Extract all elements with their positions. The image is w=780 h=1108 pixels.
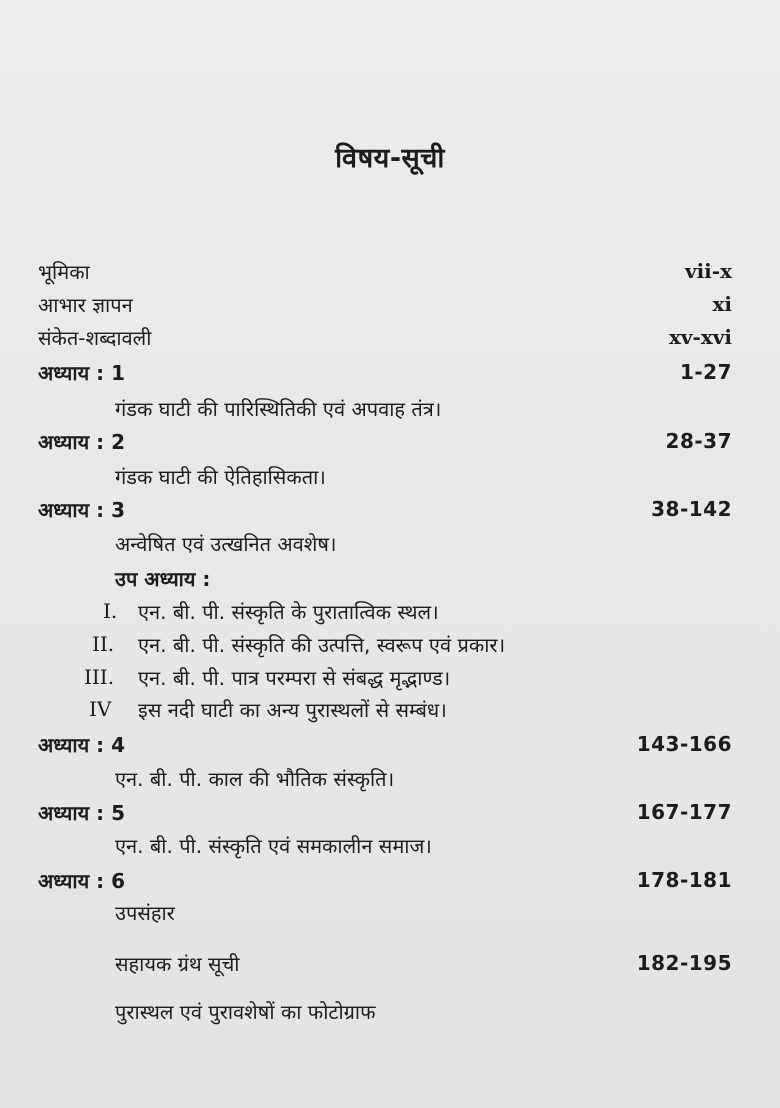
chapter-description: एन. बी. पी. काल की भौतिक संस्कृति। bbox=[115, 766, 395, 791]
chapter-label: अध्याय : 1 bbox=[38, 360, 126, 385]
entry-pages: vii-x bbox=[684, 259, 732, 283]
toc-entry-photographs: पुरास्थल एवं पुरावशेषों का फोटोग्राफ bbox=[115, 999, 376, 1024]
page-title: विषय-सूची bbox=[335, 143, 445, 174]
entry-pages: xv-xvi bbox=[669, 325, 732, 349]
chapter-pages: 143-166 bbox=[636, 732, 732, 756]
toc-entry-acknowledgement bbox=[38, 287, 732, 321]
toc-chapter-6 bbox=[38, 863, 732, 897]
chapter-description: अन्वेषित एवं उत्खनित अवशेष। bbox=[115, 531, 337, 556]
toc-entry-bibliography bbox=[115, 946, 732, 980]
subsection-title: एन. बी. पी. पात्र परम्परा से संबद्ध मृद्भाण्ड। bbox=[138, 665, 451, 690]
chapter-label: अध्याय : 5 bbox=[38, 800, 126, 825]
chapter-label: अध्याय : 4 bbox=[38, 732, 126, 757]
subsection-title: एन. बी. पी. संस्कृति की उत्पत्ति, स्वरूप एवं प्रकार। bbox=[138, 632, 506, 657]
entry-label: आभार ज्ञापन bbox=[38, 292, 133, 317]
chapter-pages: 38-142 bbox=[651, 497, 732, 521]
toc-entry-abbreviations bbox=[38, 320, 732, 354]
chapter-pages: 167-177 bbox=[636, 800, 732, 824]
subsection-number: II. bbox=[92, 632, 115, 656]
toc-chapter-3 bbox=[38, 492, 732, 526]
subsection-number: IV bbox=[89, 697, 112, 721]
chapter-label: अध्याय : 3 bbox=[38, 497, 126, 522]
chapter-pages: 178-181 bbox=[636, 868, 732, 892]
chapter-label: अध्याय : 6 bbox=[38, 868, 126, 893]
chapter-label: अध्याय : 2 bbox=[38, 429, 126, 454]
toc-chapter-2 bbox=[38, 424, 732, 458]
entry-label: संकेत-शब्दावली bbox=[38, 325, 152, 350]
chapter-description: गंडक घाटी की पारिस्थितिकी एवं अपवाह तंत्र। bbox=[115, 396, 442, 421]
chapter-description: गंडक घाटी की ऐतिहासिकता। bbox=[115, 464, 326, 489]
subsection-number: I. bbox=[103, 599, 118, 623]
entry-pages: xi bbox=[712, 292, 732, 316]
subsection-number: III. bbox=[84, 665, 115, 689]
chapter-description: एन. बी. पी. संस्कृति एवं समकालीन समाज। bbox=[115, 833, 432, 858]
subsection-title: इस नदी घाटी का अन्य पुरास्थलों से सम्बंध। bbox=[138, 697, 447, 722]
toc-chapter-4 bbox=[38, 727, 732, 761]
entry-label: भूमिका bbox=[38, 259, 90, 284]
subsection-title: एन. बी. पी. संस्कृति के पुरातात्विक स्थल। bbox=[138, 599, 439, 624]
entry-pages: 182-195 bbox=[636, 951, 732, 975]
toc-chapter-1 bbox=[38, 355, 732, 389]
toc-entry-preface bbox=[38, 254, 732, 288]
chapter-pages: 1-27 bbox=[679, 360, 732, 384]
chapter-pages: 28-37 bbox=[665, 429, 732, 453]
subsection-heading: उप अध्याय : bbox=[115, 566, 211, 591]
chapter-description: उपसंहार bbox=[115, 900, 175, 925]
toc-chapter-5 bbox=[38, 795, 732, 829]
entry-label: सहायक ग्रंथ सूची bbox=[115, 951, 240, 976]
